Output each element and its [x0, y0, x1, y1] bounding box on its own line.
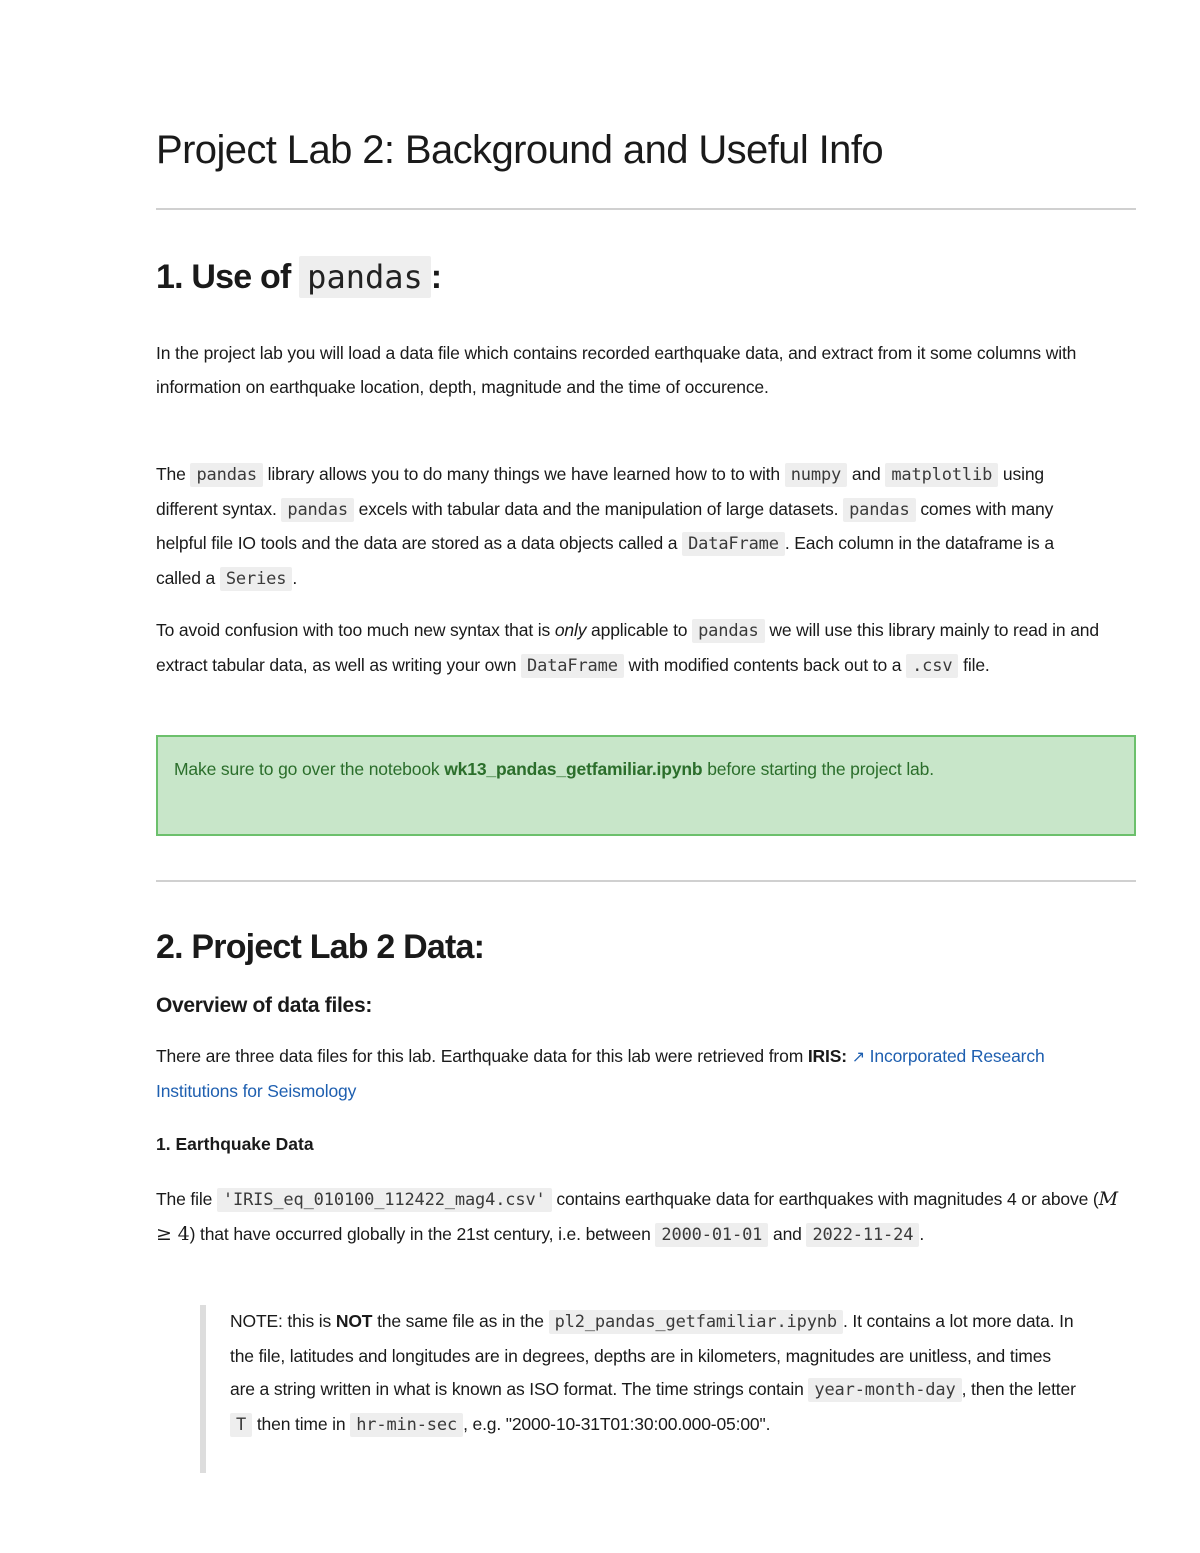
section1-heading-suffix: : [430, 258, 442, 296]
inline-code: .csv [906, 654, 958, 678]
section1-paragraph-3 [156, 614, 1101, 683]
note-text [230, 1305, 1080, 1442]
section1-paragraph-1: In the project lab you will load a data file which contains recorded earthquake data, and extract from it some columns with information on earthquake location, depth, magnitude and the time of occurence. [156, 343, 1077, 397]
iris-link[interactable]: Incorporated Research Institutions for Seismology [156, 1046, 1045, 1101]
text: we will use this library mainly to read in and extract tabular data, as well as writing your own [156, 620, 1099, 675]
divider [156, 880, 1136, 882]
iris-label: IRIS: [807, 1046, 847, 1066]
text: Make sure to go over the notebook [174, 759, 440, 779]
text: NOTE: this is [230, 1311, 332, 1331]
inline-code: year-month-day [808, 1378, 961, 1402]
inline-code: T [230, 1413, 252, 1437]
math-variable: M [1098, 1188, 1118, 1210]
earthquake-data-paragraph [156, 1183, 1134, 1252]
text: and [772, 1223, 802, 1244]
inline-code: 2000-01-01 [655, 1223, 768, 1247]
section2-subheading: Overview of data files: [156, 994, 373, 1017]
inline-code: pandas [843, 498, 916, 522]
divider [156, 208, 1136, 210]
section1-heading [156, 258, 441, 297]
text: then time in [256, 1413, 346, 1434]
earthquake-data-heading: 1. Earthquake Data [156, 1134, 314, 1154]
section2-intro [156, 1040, 1101, 1108]
text: the same file as in the [377, 1311, 544, 1331]
inline-code: numpy [785, 463, 847, 487]
text: . [919, 1223, 925, 1244]
inline-code: pandas [190, 463, 263, 487]
text: using different syntax. [156, 464, 1044, 519]
notebook-name: wk13_pandas_getfamiliar.ipynb [444, 759, 703, 779]
text: The file [156, 1189, 213, 1209]
text: There are three data files for this lab. Earthquake data for this lab were retrieved from [156, 1046, 804, 1066]
inline-code: pl2_pandas_getfamiliar.ipynb [549, 1310, 843, 1334]
text: , e.g. "2000-10-31T01:30:00.000-05:00". [463, 1413, 771, 1434]
section1-heading-code: pandas [299, 256, 431, 298]
text: . Each column in the dataframe is a called a [156, 533, 1054, 588]
inline-code: matplotlib [885, 463, 998, 487]
text: before starting the project lab. [707, 759, 934, 779]
text: contains earthquake data for earthquakes with magnitudes 4 or above ( [556, 1189, 1099, 1209]
math-operator: ≥ [156, 1222, 172, 1245]
section1-heading-prefix: 1. Use of [156, 258, 291, 296]
success-alert-box [156, 735, 1136, 836]
inline-code: pandas [281, 498, 354, 522]
text: . It contains a lot more data. In the file, latitudes and longitudes are in degrees, depths are in kilometers, magnitudes are unitless, and times are a string written in what is known as ISO format. The time strings contain [230, 1311, 1074, 1399]
text: The [156, 464, 186, 484]
inline-code: hr-min-sec [350, 1413, 463, 1437]
text: file. [963, 654, 990, 675]
text: , then the letter [961, 1379, 1076, 1399]
text: and [851, 464, 881, 484]
alert-text [174, 753, 1114, 787]
text: with modified contents back out to a [628, 654, 902, 675]
text: excels with tabular data and the manipulation of large datasets. [358, 498, 839, 519]
inline-code: Series [220, 567, 293, 591]
text: To avoid confusion with too much new syntax that is [156, 620, 551, 640]
text: . [292, 567, 298, 588]
section2-heading: 2. Project Lab 2 Data: [156, 928, 485, 966]
page-title: Project Lab 2: Background and Useful Info [156, 128, 883, 172]
section1-paragraph-2 [156, 458, 1101, 596]
math-number: 4 [177, 1222, 190, 1245]
text: applicable to [591, 620, 688, 640]
inline-code: DataFrame [682, 532, 785, 556]
inline-code: pandas [692, 619, 765, 643]
external-link-icon[interactable]: ↗ [851, 1049, 865, 1066]
text: library allows you to do many things we have learned how to to with [267, 464, 780, 484]
text: comes with many helpful file IO tools and the data are stored as a data objects called a [156, 498, 1054, 553]
inline-code: 'IRIS_eq_010100_112422_mag4.csv' [217, 1188, 552, 1212]
inline-code: 2022-11-24 [806, 1223, 919, 1247]
inline-code: DataFrame [521, 654, 624, 678]
text: ) that have occurred globally in the 21st century, i.e. between [189, 1223, 651, 1244]
emphasis: NOT [335, 1311, 373, 1331]
emphasis: only [554, 620, 587, 640]
note-blockquote [200, 1305, 1106, 1473]
